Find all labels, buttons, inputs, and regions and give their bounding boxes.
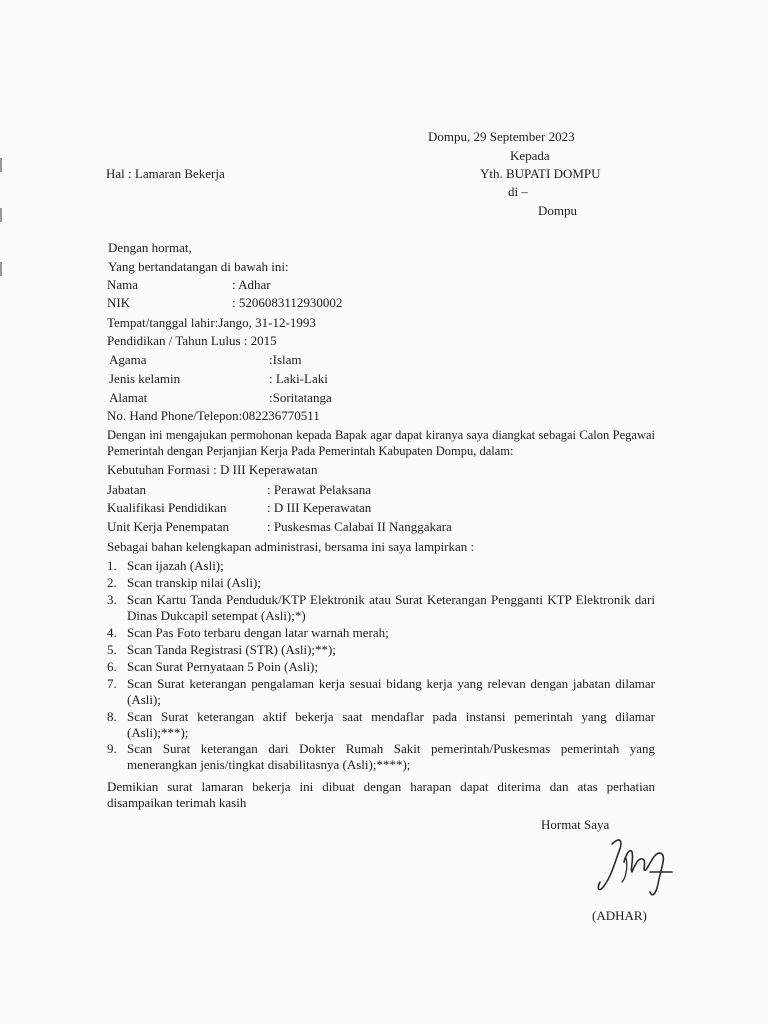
- field-value: : Laki-Laki: [269, 371, 328, 386]
- list-number: 9.: [107, 741, 117, 756]
- letter-subject: Hal : Lamaran Bekerja: [106, 166, 225, 181]
- signatory-name: (ADHAR): [592, 908, 647, 923]
- list-number: 4.: [107, 625, 117, 640]
- scan-edge-mark: [0, 158, 2, 172]
- kepada-label: Kepada: [510, 148, 550, 163]
- list-number: 8.: [107, 709, 117, 724]
- list-text: Scan Kartu Tanda Penduduk/KTP Elektronik atau Surat Keterangan Pengganti KTP Elektronik dari Dinas Dukcapil setempat (Asli);*): [127, 592, 655, 623]
- field-value: : Adhar: [232, 277, 271, 292]
- field-label: Agama: [109, 352, 147, 367]
- request-paragraph: Dengan ini mengajukan permohonan kepada Bapak agar dapat kiranya saya diangkat sebagai Calon Pegawai Pemerintah dengan Perjanjian Kerja Pada Pemerintah Kabupaten Dompu, dalam:: [107, 428, 655, 458]
- field-label: NIK: [107, 295, 131, 310]
- field-value: : D III Keperawatan: [267, 500, 372, 515]
- list-number: 1.: [107, 558, 117, 573]
- recipient-city: Dompu: [538, 203, 577, 218]
- list-text: Scan Tanda Registrasi (STR) (Asli);**);: [127, 642, 336, 657]
- field-value: :Islam: [269, 352, 302, 367]
- list-text: Scan Surat keterangan dari Dokter Rumah Sakit pemerintah/Puskesmas pemerintah yang menerangkan jenis/tingkat disabilitasnya (Asli);****);: [127, 741, 655, 772]
- field-label: Kualifikasi Pendidikan: [107, 500, 227, 515]
- attachments-intro: Sebagai bahan kelengkapan administrasi, bersama ini saya lampirkan :: [107, 539, 475, 554]
- place-date: Dompu, 29 September 2023: [428, 129, 575, 144]
- field-label: Jabatan: [107, 482, 146, 497]
- field-label: Alamat: [109, 390, 148, 405]
- field-value: : Perawat Pelaksana: [267, 482, 371, 497]
- greeting: Dengan hormat,: [108, 240, 192, 255]
- list-text: Scan ijazah (Asli);: [127, 558, 224, 573]
- handwritten-signature: [590, 832, 680, 902]
- list-number: 5.: [107, 642, 117, 657]
- list-text: Scan transkip nilai (Asli);: [127, 575, 261, 590]
- scan-edge-mark: [0, 208, 2, 222]
- field-value: : 5206083112930002: [232, 295, 343, 310]
- attachments-list: [107, 558, 655, 772]
- hormat-saya: Hormat Saya: [541, 817, 610, 832]
- field-label: Nama: [107, 277, 139, 292]
- field-value: :Soritatanga: [269, 390, 332, 405]
- closing-paragraph: Demikian surat lamaran bekerja ini dibuat dengan harapan dapat diterima dan atas perhatian disampaikan terimah kasih: [107, 779, 655, 810]
- scan-edge-mark: [0, 262, 2, 276]
- list-number: 3.: [107, 592, 117, 607]
- intro-line: Yang bertandatangan di bawah ini:: [108, 259, 289, 274]
- field-text: Tempat/tanggal lahir:Jango, 31-12-1993: [107, 315, 316, 330]
- list-text: Scan Surat keterangan aktif bekerja saat mendaflar pada instansi pemerintah yang dilamar (Asli);***);: [127, 709, 655, 740]
- field-label: Jenis kelamin: [109, 371, 181, 386]
- list-text: Scan Surat Pernyataan 5 Poin (Asli);: [127, 659, 318, 674]
- list-number: 2.: [107, 575, 117, 590]
- recipient: Yth. BUPATI DOMPU: [480, 166, 601, 181]
- field-label: Unit Kerja Penempatan: [107, 519, 230, 534]
- list-text: Scan Pas Foto terbaru dengan latar warnah merah;: [127, 625, 389, 640]
- field-text: Kebutuhan Formasi : D III Keperawatan: [107, 462, 318, 477]
- field-text: No. Hand Phone/Telepon:082236770511: [107, 408, 320, 423]
- field-value: : Puskesmas Calabai II Nanggakara: [267, 519, 452, 534]
- di-label: di –: [508, 184, 528, 199]
- list-text: Scan Surat keterangan pengalaman kerja sesuai bidang kerja yang relevan dengan jabatan dilamar (Asli);: [127, 676, 655, 707]
- list-number: 7.: [107, 676, 117, 691]
- list-number: 6.: [107, 659, 117, 674]
- field-text: Pendidikan / Tahun Lulus : 2015: [107, 333, 277, 348]
